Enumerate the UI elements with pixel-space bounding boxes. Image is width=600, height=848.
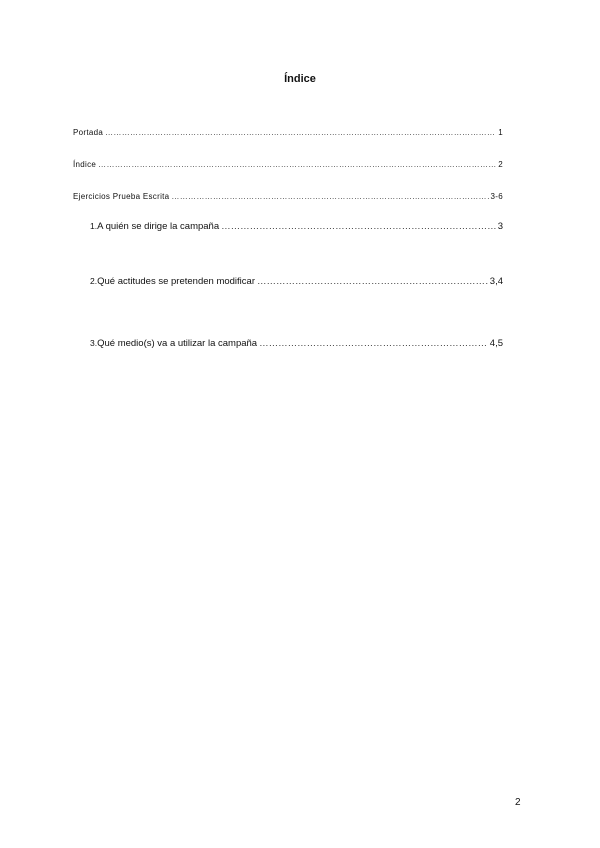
toc-subentry-page: 3,4 [489,276,503,287]
toc-subentry-label: A quién se dirige la campaña [97,221,220,232]
toc-leader-dots [221,221,496,232]
toc-subentry-2 [90,276,503,287]
toc-subentry-1 [90,221,503,232]
toc-subentry-page: 3 [497,221,503,232]
toc-entry-portada [73,128,503,137]
toc-leader-dots [105,128,496,137]
toc-entry-label: Ejercicios Prueba Escrita [73,192,170,201]
toc-entry-ejercicios [73,192,503,201]
toc-subentry-number: 3. [90,338,98,348]
toc-subentry-number: 2. [90,276,98,286]
toc-entry-label: Índice [73,160,97,169]
toc-subentry-number: 1. [90,221,98,231]
toc-entry-page: 2 [498,160,503,169]
page-number: 2 [515,797,521,808]
toc-entry-page: 3-6 [490,192,503,201]
toc-entry-label: Portada [73,128,104,137]
page-title: Índice [284,73,316,85]
toc-leader-dots [257,276,488,287]
toc-subentry-label: Qué actitudes se pretenden modificar [97,276,255,287]
toc-leader-dots [259,338,488,349]
toc-entry-indice [73,160,503,169]
toc-leader-dots [171,192,488,201]
toc-leader-dots [98,160,496,169]
toc-subentry-label: Qué medio(s) va a utilizar la campaña [97,338,258,349]
toc-subentry-page: 4,5 [489,338,503,349]
toc-subentry-3 [90,338,503,349]
toc-entry-page: 1 [498,128,503,137]
